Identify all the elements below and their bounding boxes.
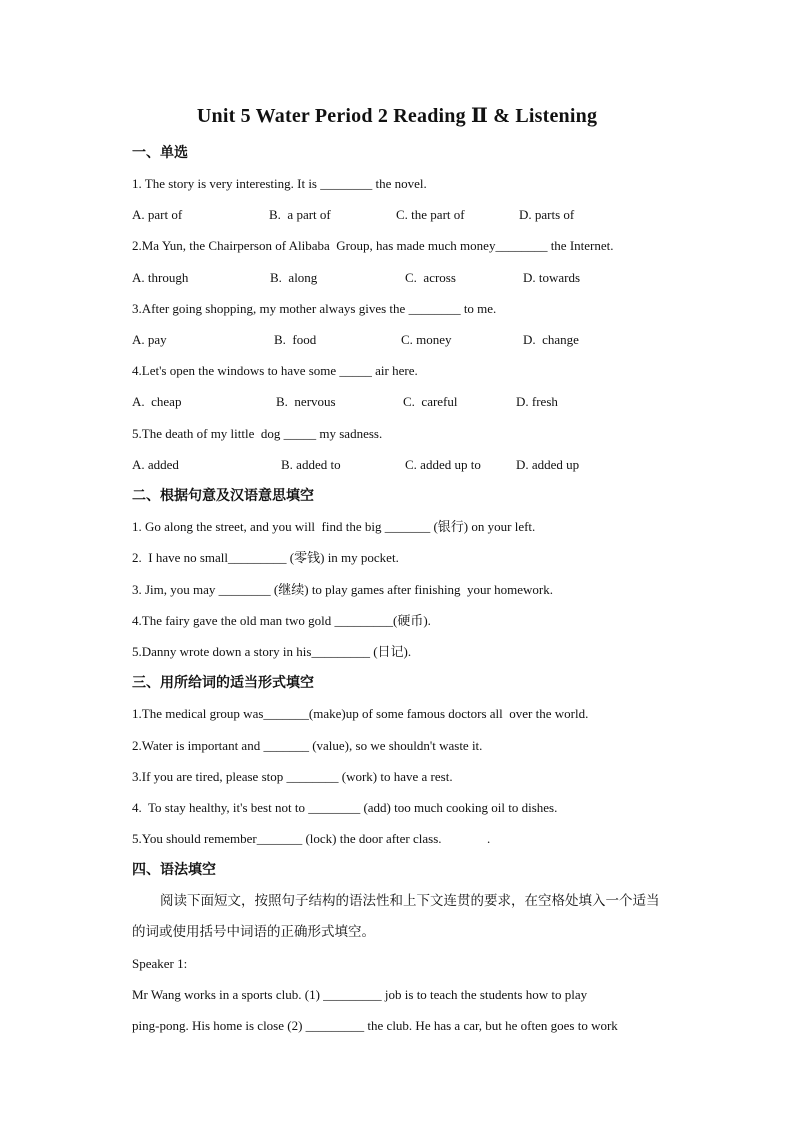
section-heading-2: 二、根据句意及汉语意思填空: [132, 488, 314, 504]
section-heading-3: 三、用所给词的适当形式填空: [132, 675, 314, 691]
q1-option-a: A. part of: [132, 207, 183, 222]
q5-option-a: A. added: [132, 457, 179, 472]
form-item-5: 5.You should remember_______ (lock) the door after class. .: [132, 831, 491, 846]
question-2: 2.Ma Yun, the Chairperson of Alibaba Group, has made much money________ the Internet.: [132, 238, 614, 253]
fill-item-4: 4.The fairy gave the old man two gold _________(硬币).: [132, 613, 431, 628]
q2-option-a: A. through: [132, 270, 189, 285]
q4-option-b: B. nervous: [276, 394, 336, 409]
fill-item-5: 5.Danny wrote down a story in his_________ (日记).: [132, 644, 412, 659]
q3-option-a: A. pay: [132, 332, 167, 347]
section-heading-1: 一、单选: [132, 145, 188, 161]
section-heading-4: 四、语法填空: [132, 862, 216, 878]
form-item-1: 1.The medical group was_______(make)up of some famous doctors all over the world.: [132, 706, 589, 721]
q5-option-c: C. added up to: [405, 457, 481, 472]
q2-option-b: B. along: [270, 270, 318, 285]
form-item-4: 4. To stay healthy, it's best not to ________ (add) too much cooking oil to dishes.: [132, 800, 558, 815]
q5-option-b: B. added to: [281, 457, 341, 472]
fill-item-2: 2. I have no small_________ (零钱) in my pocket.: [132, 550, 399, 565]
question-3: 3.After going shopping, my mother always gives the ________ to me.: [132, 301, 497, 316]
q3-option-d: D. change: [523, 332, 579, 347]
q1-option-c: C. the part of: [396, 207, 465, 222]
question-5: 5.The death of my little dog _____ my sadness.: [132, 426, 383, 441]
instruction-paragraph: 阅读下面短文，按照句子结构的语法性和上下文连贯的要求，在空格处填入一个适当的词或使用括号中词语的正确形式填空。: [132, 893, 660, 940]
question-4: 4.Let's open the windows to have some _____ air here.: [132, 363, 418, 378]
q3-option-c: C. money: [401, 332, 452, 347]
q4-option-c: C. careful: [403, 394, 458, 409]
fill-item-1: 1. Go along the street, and you will find the big _______ (银行) on your left.: [132, 519, 536, 534]
q2-option-d: D. towards: [523, 270, 581, 285]
q1-option-d: D. parts of: [519, 207, 575, 222]
q4-option-d: D. fresh: [516, 394, 558, 409]
question-1: 1. The story is very interesting. It is ________ the novel.: [132, 176, 427, 191]
form-item-3: 3.If you are tired, please stop ________ (work) to have a rest.: [132, 769, 453, 784]
q2-option-c: C. across: [405, 270, 456, 285]
form-item-2: 2.Water is important and _______ (value), so we shouldn't waste it.: [132, 738, 483, 753]
q1-option-b: B. a part of: [269, 207, 331, 222]
fill-item-3: 3. Jim, you may ________ (继续) to play games after finishing your homework.: [132, 582, 553, 597]
q4-option-a: A. cheap: [132, 394, 182, 409]
q3-option-b: B. food: [274, 332, 317, 347]
passage-line-2: ping-pong. His home is close (2) _________ the club. He has a car, but he often goes to work: [132, 1018, 618, 1033]
speaker-label: Speaker 1:: [132, 956, 188, 971]
page-title: Unit 5 Water Period 2 Reading Ⅱ & Listening: [196, 105, 598, 127]
q5-option-d: D. added up: [516, 457, 580, 472]
passage-line-1: Mr Wang works in a sports club. (1) _________ job is to teach the students how to play: [132, 987, 588, 1002]
